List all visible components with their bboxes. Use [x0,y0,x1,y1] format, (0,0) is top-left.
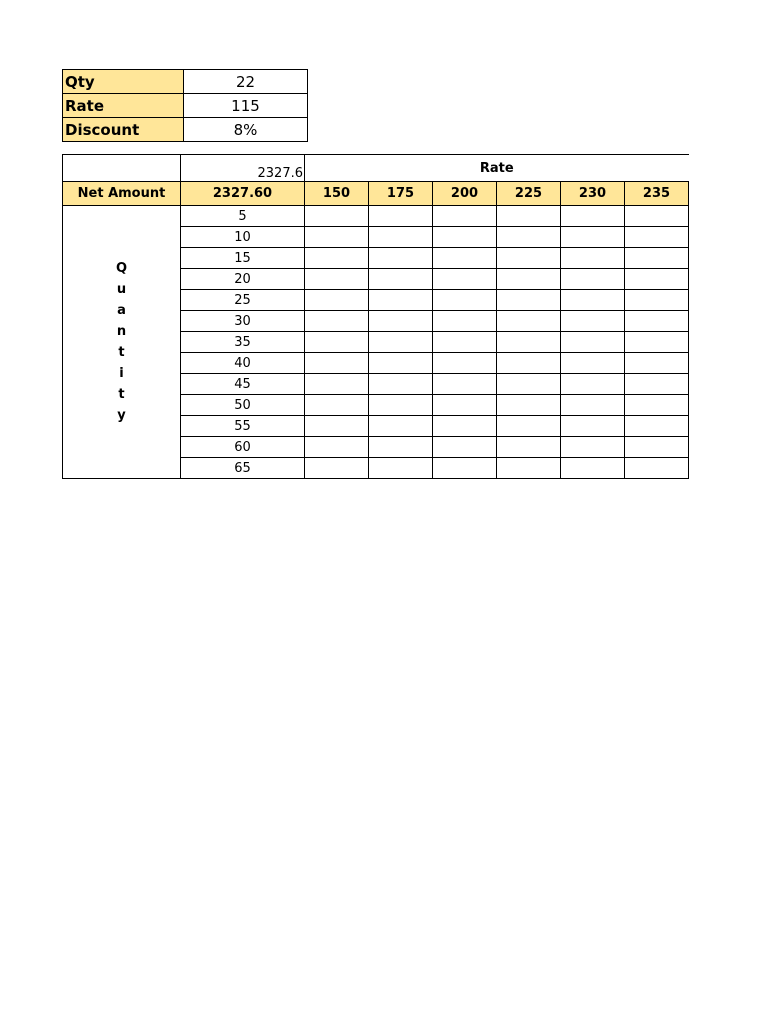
result-cell-q30-r230[interactable] [561,311,625,332]
result-cell-q10-r225[interactable] [497,227,561,248]
result-cell-q50-r235[interactable] [625,395,689,416]
result-cell-q25-r175[interactable] [369,290,433,311]
result-cell-q60-r235[interactable] [625,437,689,458]
result-cell-q30-r150[interactable] [305,311,369,332]
result-cell-q15-r225[interactable] [497,248,561,269]
input-table [62,69,308,142]
result-cell-q45-r175[interactable] [369,374,433,395]
result-cell-q50-r175[interactable] [369,395,433,416]
rate-header-225[interactable]: 225 [497,182,561,206]
qty-value-cell[interactable]: 22 [184,70,308,94]
quantity-letter: u [116,282,127,297]
result-cell-q45-r235[interactable] [625,374,689,395]
result-cell-q25-r225[interactable] [497,290,561,311]
result-cell-q5-r150[interactable] [305,206,369,227]
result-cell-q10-r150[interactable] [305,227,369,248]
result-cell-q55-r230[interactable] [561,416,625,437]
result-cell-q50-r225[interactable] [497,395,561,416]
result-cell-q15-r200[interactable] [433,248,497,269]
quantity-letter: i [119,366,124,381]
result-cell-q65-r150[interactable] [305,458,369,479]
result-cell-q15-r150[interactable] [305,248,369,269]
result-cell-q40-r225[interactable] [497,353,561,374]
result-cell-q5-r175[interactable] [369,206,433,227]
result-cell-q40-r200[interactable] [433,353,497,374]
result-cell-q65-r225[interactable] [497,458,561,479]
quantity-value-25[interactable]: 25 [181,290,305,311]
result-cell-q55-r235[interactable] [625,416,689,437]
result-cell-q30-r175[interactable] [369,311,433,332]
result-cell-q45-r150[interactable] [305,374,369,395]
result-cell-q40-r235[interactable] [625,353,689,374]
rate-value-cell[interactable]: 115 [184,94,308,118]
quantity-value-45[interactable]: 45 [181,374,305,395]
quantity-letter: a [117,303,126,318]
result-cell-q35-r230[interactable] [561,332,625,353]
rate-header-175[interactable]: 175 [369,182,433,206]
discount-row [63,118,308,142]
result-cell-q65-r200[interactable] [433,458,497,479]
qty-row [63,70,308,94]
result-cell-q35-r175[interactable] [369,332,433,353]
result-cell-q50-r200[interactable] [433,395,497,416]
result-cell-q60-r230[interactable] [561,437,625,458]
result-cell-q35-r200[interactable] [433,332,497,353]
result-cell-q25-r230[interactable] [561,290,625,311]
corner-cell[interactable] [63,155,181,182]
result-cell-q60-r150[interactable] [305,437,369,458]
result-cell-q20-r235[interactable] [625,269,689,290]
result-cell-q60-r200[interactable] [433,437,497,458]
quantity-vertical-label [63,206,181,479]
quantity-letter: n [116,324,127,339]
result-cell-q45-r200[interactable] [433,374,497,395]
result-cell-q30-r200[interactable] [433,311,497,332]
result-cell-q20-r230[interactable] [561,269,625,290]
quantity-value-20[interactable]: 20 [181,269,305,290]
result-cell-q55-r175[interactable] [369,416,433,437]
result-cell-q10-r230[interactable] [561,227,625,248]
quantity-letter: y [117,408,126,423]
result-cell-q50-r230[interactable] [561,395,625,416]
result-cell-q45-r230[interactable] [561,374,625,395]
quantity-value-10[interactable]: 10 [181,227,305,248]
result-cell-q35-r225[interactable] [497,332,561,353]
quantity-value-5[interactable]: 5 [181,206,305,227]
result-cell-q40-r230[interactable] [561,353,625,374]
quantity-letter: t [118,387,125,402]
result-cell-q15-r235[interactable] [625,248,689,269]
result-cell-q35-r150[interactable] [305,332,369,353]
result-cell-q25-r150[interactable] [305,290,369,311]
rate-row [63,94,308,118]
result-cell-q65-r175[interactable] [369,458,433,479]
discount-label: Discount [63,118,184,142]
quantity-value-15[interactable]: 15 [181,248,305,269]
result-cell-q65-r230[interactable] [561,458,625,479]
result-cell-q15-r230[interactable] [561,248,625,269]
result-cell-q20-r225[interactable] [497,269,561,290]
result-cell-q20-r175[interactable] [369,269,433,290]
result-cell-q10-r200[interactable] [433,227,497,248]
quantity-value-35[interactable]: 35 [181,332,305,353]
result-cell[interactable]: 2327.6 [181,155,305,182]
quantity-value-30[interactable]: 30 [181,311,305,332]
table-row [63,206,689,227]
table-top-row [63,155,689,182]
rate-header-150[interactable]: 150 [305,182,369,206]
result-cell-q5-r225[interactable] [497,206,561,227]
result-cell-q25-r235[interactable] [625,290,689,311]
result-cell-q40-r175[interactable] [369,353,433,374]
result-cell-q30-r235[interactable] [625,311,689,332]
result-cell-q20-r150[interactable] [305,269,369,290]
quantity-value-60[interactable]: 60 [181,437,305,458]
quantity-value-40[interactable]: 40 [181,353,305,374]
result-cell-q50-r150[interactable] [305,395,369,416]
result-cell-q35-r235[interactable] [625,332,689,353]
result-cell-q40-r150[interactable] [305,353,369,374]
quantity-letter: Q [115,261,128,276]
result-cell-q60-r175[interactable] [369,437,433,458]
result-cell-q5-r230[interactable] [561,206,625,227]
result-cell-q25-r200[interactable] [433,290,497,311]
quantity-letter: t [118,345,125,360]
rate-title: Rate [305,155,689,182]
result-cell-q15-r175[interactable] [369,248,433,269]
result-cell-q5-r235[interactable] [625,206,689,227]
quantity-value-50[interactable]: 50 [181,395,305,416]
result-cell-q10-r175[interactable] [369,227,433,248]
result-cell-q45-r225[interactable] [497,374,561,395]
result-cell-q30-r225[interactable] [497,311,561,332]
discount-value-cell[interactable]: 8% [184,118,308,142]
rate-header-235[interactable]: 235 [625,182,689,206]
quantity-value-65[interactable]: 65 [181,458,305,479]
net-amount-label: Net Amount [63,182,181,206]
result-cell-q20-r200[interactable] [433,269,497,290]
rate-header-230[interactable]: 230 [561,182,625,206]
data-table [62,154,689,479]
result-cell-q55-r150[interactable] [305,416,369,437]
rate-header-200[interactable]: 200 [433,182,497,206]
result-cell-q10-r235[interactable] [625,227,689,248]
result-cell-q55-r225[interactable] [497,416,561,437]
result-cell-q5-r200[interactable] [433,206,497,227]
qty-label: Qty [63,70,184,94]
result-cell-q60-r225[interactable] [497,437,561,458]
quantity-value-55[interactable]: 55 [181,416,305,437]
result-cell-q65-r235[interactable] [625,458,689,479]
result-cell-q55-r200[interactable] [433,416,497,437]
net-amount-value[interactable]: 2327.60 [181,182,305,206]
table-header-row [63,182,689,206]
rate-label: Rate [63,94,184,118]
